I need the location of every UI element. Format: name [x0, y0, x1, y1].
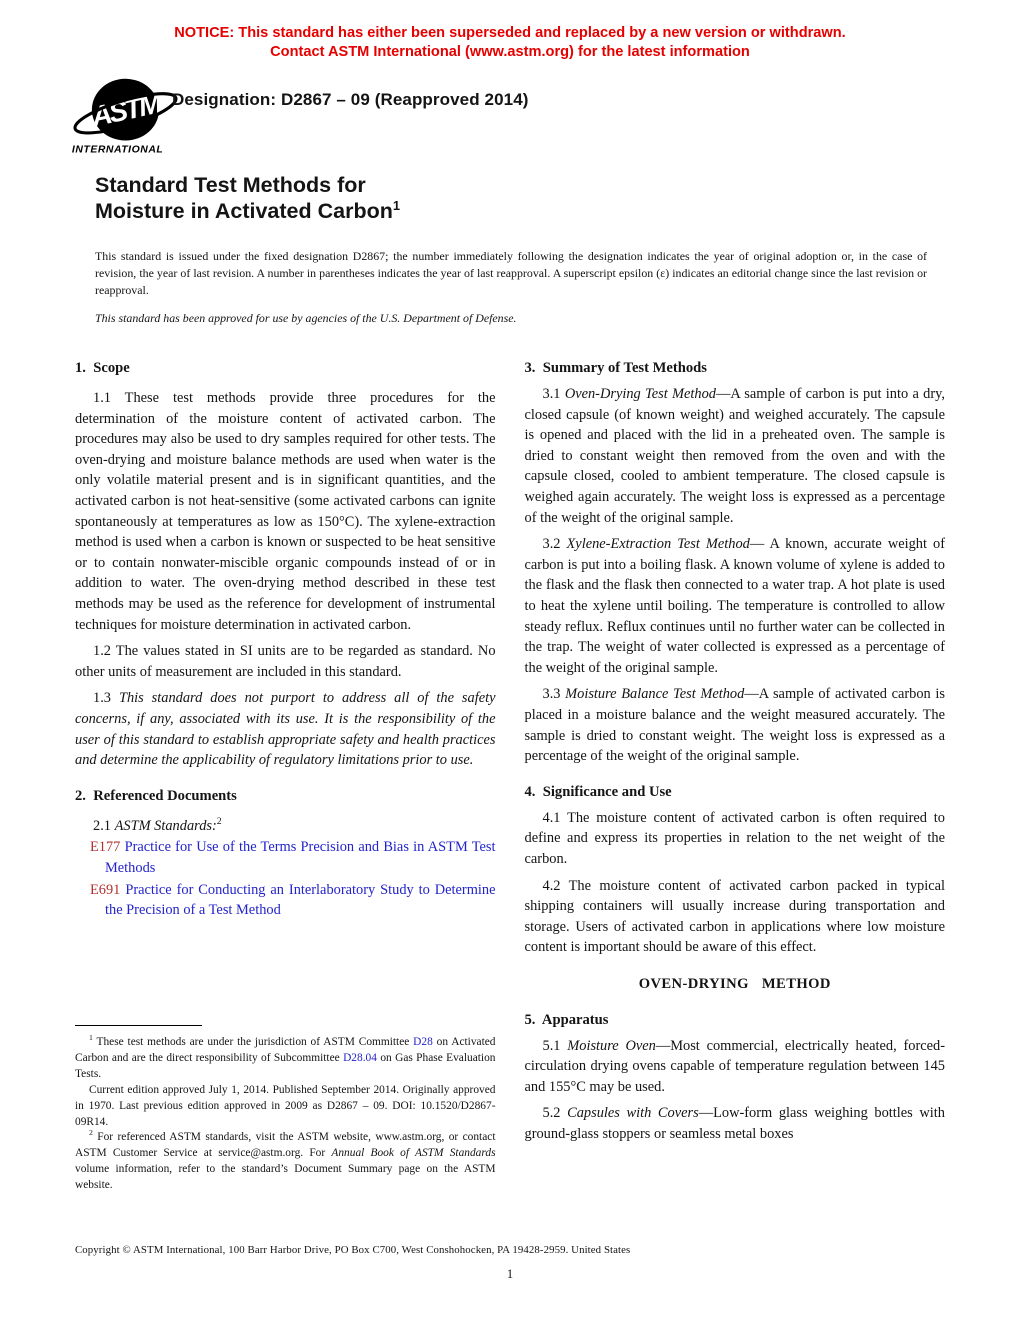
d28-link[interactable]: D28: [413, 1036, 433, 1049]
superseded-notice-banner: [0, 0, 1020, 62]
paragraph-2-1: 2.1 ASTM Standards:$^2$: [93, 815, 222, 834]
document-title: [95, 172, 945, 224]
issuance-note: This standard is issued under the fixed designation D2867; the number immediately following the designation indicates the year of original adoption or, in the case of revision, the year of last revision. A number in parentheses indicates the year of last reapproval. A superscript epsilon (ε) indicates an editorial change since the last revision or reapproval.: [95, 249, 927, 298]
section-1-heading: 1. Scope: [75, 360, 130, 377]
paragraph-1-3: 1.3 This standard does not purport to address all of the safety concerns, if any, associated with its use. It is the responsibility of the user of this standard to establish appropriate safety and health practices and determine the applicability of regulatory limitations prior to use.: [75, 690, 496, 769]
paragraph-1-2: 1.2 The values stated in SI units are to be regarded as standard. No other units of measurement are included in this standard.: [75, 643, 496, 680]
section-4-heading: 4. Significance and Use: [524, 783, 672, 800]
notice-line-1: NOTICE: This standard has either been superseded and replaced by a new version or withdrawn.: [174, 25, 846, 41]
section-2-heading: 2. Referenced Documents: [75, 787, 237, 804]
footnote-block: [75, 1015, 496, 1194]
dod-approval-note: This standard has been approved for use by agencies of the U.S. Department of Defense.: [95, 311, 517, 326]
logo-international-text: INTERNATIONAL: [71, 144, 164, 156]
title-line-2: Moisture in Activated Carbon$^1$: [95, 198, 401, 224]
left-column: [75, 356, 496, 1194]
paragraph-1-1: 1.1 These test methods provide three procedures for the determination of the moisture content of activated carbon. The procedures may also be used to dry samples required for other tests. The oven-drying and moisture balance methods are used when water is the only volatile material present and is in significant quantities, and the activated carbon is not heat-sensitive (some activated carbons can ignite spontaneously at temperatures as low as 150°C). The xylene-extraction method is used when a carbon is known or suspected to be heat sensitive or to contain nonwater-miscible organic compounds instead of or in addition to water. The oven-drying method described in these test methods may be used as the reference for development of instrumental techniques for moisture determination in activated carbon.: [75, 390, 496, 633]
right-column: [525, 356, 946, 1194]
page-number: 1: [506, 1267, 514, 1281]
logo-astm-text: ASTM: [88, 87, 163, 133]
astm-logo-icon: [71, 74, 189, 158]
e177-link[interactable]: E177: [90, 839, 121, 856]
footnote-1: $^1$ These test methods are under the jurisdiction of ASTM Committee D28 on Activated Carbon and are the direct responsibility of Subcommittee D28.04 on Gas Phase Evaluation Tests.: [75, 1033, 496, 1080]
paragraph-3-2: 3.2 Xylene-Extraction Test Method— A known, accurate weight of carbon is put into a boiling flask. A known volume of xylene is added to the flask and the flask then connected to a water trap. A hot plate is used to heat the xylene until boiling. The temperature is controlled to allow steady reflux. Reflux continues until no further water can be collected in the trap. The weight of water collected is expressed as a percentage of the weight of the original sample.: [524, 536, 946, 676]
title-footnote-marker: 1: [392, 198, 401, 213]
e691-link[interactable]: E691: [90, 881, 121, 898]
e177-title[interactable]: Practice for Use of the Terms Precision and Bias in ASTM Test Methods: [105, 839, 496, 876]
paragraph-5-1: 5.1 Moisture Oven—Most commercial, electrically heated, forced-circulation drying ovens capable of temperature regulation between 145 and 155°C may be used.: [524, 1037, 945, 1095]
footnote-2-marker: 2: [216, 815, 222, 827]
paragraph-4-1: 4.1 The moisture content of activated carbon is often required to define and express its properties in relation to the net weight of the carbon.: [524, 809, 945, 867]
designation-line: Designation: D2867 – 09 (Reapproved 2014): [172, 89, 529, 109]
footnote-2: $^2$ For referenced ASTM standards, visit the ASTM website, www.astm.org, or contact ASTM Customer Service at service@astm.org. For Annual Book of ASTM Standards volume information, refer to the standard’s Document Summary page on the ASTM website.: [75, 1128, 496, 1192]
paragraph-3-1: 3.1 Oven-Drying Test Method—A sample of carbon is put into a dry, closed capsule (of known weight) and weighed accurately. The capsule is opened and placed with the lid in a preheated oven. The sample is dried to constant weight then removed from the oven and with the capsule closed, cooled to ambient temperature. The closed capsule is weighed again accurately. The weight loss is expressed as a percentage of the weight of the original sample.: [524, 386, 946, 526]
paragraph-4-2: 4.2 The moisture content of activated carbon packed in typical shipping containers will usually increase during transportation and storage. Users of activated carbon in applications where low moisture content is important should be aware of this effect.: [524, 877, 946, 956]
e691-title[interactable]: Practice for Conducting an Interlaboratory Study to Determine the Precision of a Test Method: [105, 881, 496, 919]
notice-line-2: Contact ASTM International (www.astm.org) for the latest information: [270, 43, 750, 60]
copyright-line: Copyright © ASTM International, 100 Barr Harbor Drive, PO Box C700, West Conshohocken, PA 19428-2959. United States: [75, 1244, 631, 1256]
d28-04-link[interactable]: D28.04: [343, 1051, 377, 1064]
paragraph-5-2: 5.2 Capsules with Covers—Low-form glass weighing bottles with ground-glass stoppers or seamless metal boxes: [524, 1105, 945, 1142]
document-header: [71, 74, 945, 156]
title-line-1: Standard Test Methods for: [95, 172, 366, 197]
section-3-heading: 3. Summary of Test Methods: [524, 360, 707, 377]
section-5-heading: 5. Apparatus: [524, 1011, 609, 1028]
footnote-divider: [75, 1025, 202, 1026]
astm-logo: [71, 74, 189, 163]
reference-item-e691: [75, 880, 496, 921]
two-column-body: [75, 356, 945, 1194]
oven-drying-method-header: OVEN-DRYING METHOD: [638, 975, 831, 992]
paragraph-3-3: 3.3 Moisture Balance Test Method—A sample of activated carbon is placed in a moisture balance and the weight measured accurately. The sample is dried to constant weight. The weight loss is expressed as a percentage of the weight of the original sample.: [524, 686, 945, 765]
reference-item-e177: [75, 837, 496, 878]
footnote-edition: Current edition approved July 1, 2014. Published September 2014. Originally approved in 1970. Last previous edition approved in 2009 as D2867 – 09. DOI: 10.1520/D2867-09R14.: [75, 1083, 496, 1128]
